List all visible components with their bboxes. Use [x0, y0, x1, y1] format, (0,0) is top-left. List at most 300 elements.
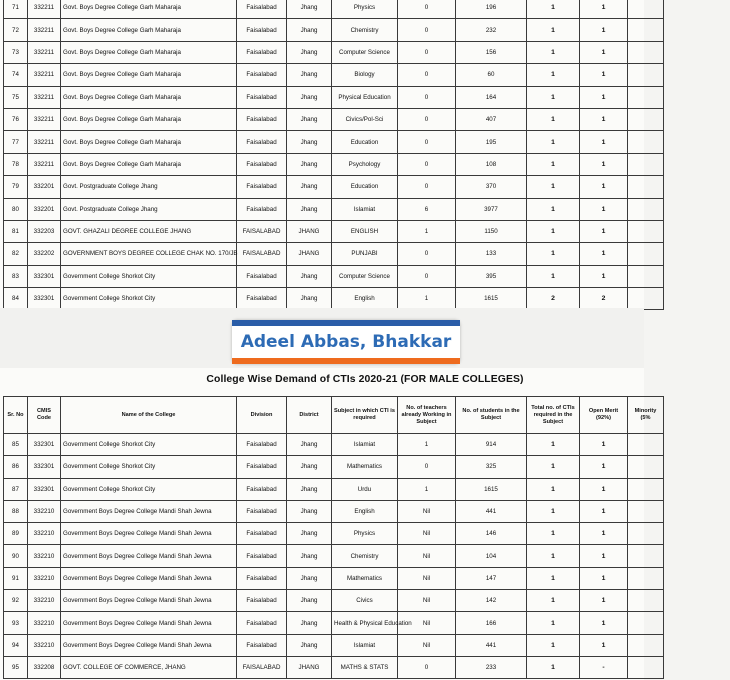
cell-open-merit: 1 — [580, 86, 628, 108]
cell-college-name: Govt. Boys Degree College Garh Maharaja — [61, 131, 237, 153]
cell-open-merit: 1 — [580, 64, 628, 86]
cell-college-name: Govt. Boys Degree College Garh Maharaja — [61, 64, 237, 86]
cell-district: Jhang — [287, 478, 332, 500]
cell-students: 441 — [456, 634, 527, 656]
cell-open-merit: 1 — [580, 108, 628, 130]
cell-minority — [628, 478, 664, 500]
cell-college-name: Government Boys Degree College Mandi Shah Jewna — [61, 523, 237, 545]
cell-students: 914 — [456, 434, 527, 456]
cell-district: Jhang — [287, 612, 332, 634]
cell-minority — [628, 176, 664, 198]
cell-subject: Computer Science — [332, 41, 398, 63]
cell-minority — [628, 612, 664, 634]
header-college-name: Name of the College — [61, 397, 237, 434]
banner-text: Adeel Abbas, Bhakkar — [240, 332, 452, 352]
document-page-top — [0, 0, 644, 308]
table-row — [4, 41, 664, 63]
cell-cmis-code: 332203 — [28, 220, 61, 242]
table-row — [4, 545, 664, 567]
cell-college-name: Govt. Boys Degree College Garh Maharaja — [61, 108, 237, 130]
cell-subject: Mathematics — [332, 567, 398, 589]
cell-subject: Physical Education — [332, 86, 398, 108]
table-row — [4, 500, 664, 522]
cell-college-name: Govt. Boys Degree College Garh Maharaja — [61, 19, 237, 41]
cell-students: 407 — [456, 108, 527, 130]
cell-subject: MATHS & STATS — [332, 656, 398, 678]
cell-district: JHANG — [287, 243, 332, 265]
cell-students: 166 — [456, 612, 527, 634]
cell-teachers: 0 — [398, 64, 456, 86]
cell-subject: Physics — [332, 0, 398, 19]
cell-sr: 74 — [4, 64, 28, 86]
cell-students: 232 — [456, 19, 527, 41]
cell-open-merit: 1 — [580, 612, 628, 634]
cell-sr: 84 — [4, 288, 28, 310]
cell-subject: Psychology — [332, 153, 398, 175]
cell-sr: 80 — [4, 198, 28, 220]
cell-division: FAISALABAD — [237, 656, 287, 678]
cell-students: 3977 — [456, 198, 527, 220]
cell-open-merit: 1 — [580, 176, 628, 198]
cell-cmis-code: 332210 — [28, 545, 61, 567]
cell-sr: 90 — [4, 545, 28, 567]
cell-total-ctis: 1 — [527, 19, 580, 41]
header-open-merit: Open Merit (92%) — [580, 397, 628, 434]
header-cmis-code: CMIS Code — [28, 397, 61, 434]
cell-sr: 89 — [4, 523, 28, 545]
cell-college-name: Govt. Boys Degree College Garh Maharaja — [61, 41, 237, 63]
cell-open-merit: 1 — [580, 434, 628, 456]
cell-teachers: Nil — [398, 612, 456, 634]
cell-subject: Islamiat — [332, 634, 398, 656]
cell-college-name: Govt. Boys Degree College Garh Maharaja — [61, 86, 237, 108]
cell-teachers: 6 — [398, 198, 456, 220]
cell-students: 325 — [456, 456, 527, 478]
cell-division: Faisalabad — [237, 456, 287, 478]
cell-total-ctis: 1 — [527, 131, 580, 153]
cell-students: 233 — [456, 656, 527, 678]
cell-minority — [628, 0, 664, 19]
table-row — [4, 567, 664, 589]
cell-division: Faisalabad — [237, 0, 287, 19]
cell-teachers: 1 — [398, 220, 456, 242]
cell-minority — [628, 634, 664, 656]
cell-students: 370 — [456, 176, 527, 198]
cell-open-merit: 1 — [580, 0, 628, 19]
cell-minority — [628, 456, 664, 478]
cell-minority — [628, 131, 664, 153]
cell-cmis-code: 332211 — [28, 64, 61, 86]
table-row — [4, 656, 664, 678]
cell-total-ctis: 1 — [527, 656, 580, 678]
cell-sr: 92 — [4, 590, 28, 612]
cell-teachers: 1 — [398, 478, 456, 500]
cell-open-merit: 1 — [580, 131, 628, 153]
cell-cmis-code: 332301 — [28, 288, 61, 310]
cell-sr: 78 — [4, 153, 28, 175]
cell-college-name: Government Boys Degree College Mandi Shah Jewna — [61, 612, 237, 634]
cell-open-merit: 1 — [580, 523, 628, 545]
cell-subject: PUNJABI — [332, 243, 398, 265]
cell-open-merit: 1 — [580, 590, 628, 612]
cell-open-merit: 1 — [580, 500, 628, 522]
cell-total-ctis: 1 — [527, 198, 580, 220]
cell-teachers: Nil — [398, 634, 456, 656]
document-page-bottom — [0, 368, 657, 680]
cell-sr: 83 — [4, 265, 28, 287]
cell-college-name: Government Boys Degree College Mandi Shah Jewna — [61, 567, 237, 589]
cell-cmis-code: 332211 — [28, 41, 61, 63]
cell-teachers: Nil — [398, 500, 456, 522]
cell-district: JHANG — [287, 220, 332, 242]
cell-open-merit: 1 — [580, 634, 628, 656]
cell-open-merit: 1 — [580, 19, 628, 41]
cell-students: 146 — [456, 523, 527, 545]
cell-sr: 81 — [4, 220, 28, 242]
cell-total-ctis: 1 — [527, 176, 580, 198]
cell-sr: 94 — [4, 634, 28, 656]
table-row — [4, 478, 664, 500]
cell-division: Faisalabad — [237, 434, 287, 456]
cell-sr: 77 — [4, 131, 28, 153]
cell-district: Jhang — [287, 590, 332, 612]
cell-subject: Chemistry — [332, 545, 398, 567]
header-students: No. of students in the Subject — [456, 397, 527, 434]
cell-district: Jhang — [287, 434, 332, 456]
header-minority: Minority (5% — [628, 397, 664, 434]
cell-minority — [628, 567, 664, 589]
cell-sr: 91 — [4, 567, 28, 589]
table-row — [4, 265, 664, 287]
cell-division: Faisalabad — [237, 41, 287, 63]
cell-teachers: 1 — [398, 288, 456, 310]
cell-cmis-code: 332211 — [28, 153, 61, 175]
cell-college-name: Govt. Postgraduate College Jhang — [61, 176, 237, 198]
cell-teachers: 0 — [398, 41, 456, 63]
cell-district: Jhang — [287, 500, 332, 522]
cell-minority — [628, 500, 664, 522]
cell-students: 1150 — [456, 220, 527, 242]
cell-total-ctis: 1 — [527, 0, 580, 19]
cell-subject: Health & Physical Education — [332, 612, 398, 634]
cell-college-name: Government Boys Degree College Mandi Shah Jewna — [61, 545, 237, 567]
cell-minority — [628, 243, 664, 265]
cell-teachers: Nil — [398, 523, 456, 545]
cell-division: Faisalabad — [237, 19, 287, 41]
demand-table-top — [3, 0, 664, 310]
cell-total-ctis: 1 — [527, 265, 580, 287]
cell-district: Jhang — [287, 545, 332, 567]
cell-cmis-code: 332211 — [28, 19, 61, 41]
cell-students: 147 — [456, 567, 527, 589]
table-row — [4, 86, 664, 108]
cell-division: FAISALABAD — [237, 220, 287, 242]
demand-table-bottom — [3, 396, 664, 679]
cell-students: 1615 — [456, 288, 527, 310]
cell-teachers: 0 — [398, 456, 456, 478]
cell-open-merit: 1 — [580, 265, 628, 287]
cell-total-ctis: 2 — [527, 288, 580, 310]
cell-division: Faisalabad — [237, 86, 287, 108]
cell-cmis-code: 332208 — [28, 656, 61, 678]
cell-subject: Islamiat — [332, 198, 398, 220]
cell-teachers: 0 — [398, 86, 456, 108]
cell-division: Faisalabad — [237, 523, 287, 545]
table-row — [4, 108, 664, 130]
cell-minority — [628, 545, 664, 567]
cell-teachers: 0 — [398, 0, 456, 19]
cell-cmis-code: 332301 — [28, 434, 61, 456]
table-row — [4, 523, 664, 545]
banner-bottom-stripe — [232, 358, 460, 364]
cell-cmis-code: 332210 — [28, 500, 61, 522]
cell-total-ctis: 1 — [527, 434, 580, 456]
cell-subject: Islamiat — [332, 434, 398, 456]
header-district: District — [287, 397, 332, 434]
table-row — [4, 153, 664, 175]
cell-students: 108 — [456, 153, 527, 175]
cell-minority — [628, 265, 664, 287]
cell-minority — [628, 86, 664, 108]
cell-district: Jhang — [287, 131, 332, 153]
cell-subject: Physics — [332, 523, 398, 545]
cell-division: FAISALABAD — [237, 243, 287, 265]
cell-sr: 73 — [4, 41, 28, 63]
cell-cmis-code: 332201 — [28, 198, 61, 220]
cell-cmis-code: 332210 — [28, 567, 61, 589]
cell-district: Jhang — [287, 19, 332, 41]
document-title: College Wise Demand of CTIs 2020-21 (FOR MALE COLLEGES) — [206, 374, 524, 385]
cell-cmis-code: 332210 — [28, 523, 61, 545]
cell-open-merit: 1 — [580, 567, 628, 589]
table-row — [4, 288, 664, 310]
cell-subject: ENGLISH — [332, 220, 398, 242]
cell-division: Faisalabad — [237, 590, 287, 612]
cell-subject: Civics/Pol-Sci — [332, 108, 398, 130]
cell-district: Jhang — [287, 0, 332, 19]
cell-college-name: Government Boys Degree College Mandi Shah Jewna — [61, 634, 237, 656]
header-sr: Sr. No — [4, 397, 28, 434]
header-subject: Subject in which CTI is required — [332, 397, 398, 434]
cell-total-ctis: 1 — [527, 41, 580, 63]
cell-students: 196 — [456, 0, 527, 19]
table-row — [4, 176, 664, 198]
cell-sr: 76 — [4, 108, 28, 130]
cell-subject: Civics — [332, 590, 398, 612]
cell-minority — [628, 523, 664, 545]
cell-subject: Education — [332, 131, 398, 153]
cell-total-ctis: 1 — [527, 64, 580, 86]
cell-subject: Urdu — [332, 478, 398, 500]
table-row — [4, 434, 664, 456]
cell-minority — [628, 288, 664, 310]
cell-division: Faisalabad — [237, 265, 287, 287]
cell-minority — [628, 434, 664, 456]
cell-total-ctis: 1 — [527, 456, 580, 478]
cell-cmis-code: 332211 — [28, 108, 61, 130]
table-row — [4, 0, 664, 19]
cell-total-ctis: 1 — [527, 500, 580, 522]
cell-cmis-code: 332301 — [28, 456, 61, 478]
cell-division: Faisalabad — [237, 545, 287, 567]
table-row — [4, 612, 664, 634]
cell-district: Jhang — [287, 153, 332, 175]
cell-college-name: Govt. Postgraduate College Jhang — [61, 198, 237, 220]
cell-open-merit: 1 — [580, 243, 628, 265]
cell-minority — [628, 153, 664, 175]
cell-subject: Mathematics — [332, 456, 398, 478]
cell-subject: Computer Science — [332, 265, 398, 287]
cell-total-ctis: 1 — [527, 523, 580, 545]
cell-teachers: 0 — [398, 176, 456, 198]
cell-district: Jhang — [287, 198, 332, 220]
cell-college-name: Government College Shorkot City — [61, 456, 237, 478]
banner-top-stripe — [232, 320, 460, 326]
cell-division: Faisalabad — [237, 108, 287, 130]
header-teachers: No. of teachers already Working in Subject — [398, 397, 456, 434]
table-row — [4, 634, 664, 656]
cell-sr: 86 — [4, 456, 28, 478]
cell-total-ctis: 1 — [527, 153, 580, 175]
cell-subject: Chemistry — [332, 19, 398, 41]
cell-teachers: 0 — [398, 153, 456, 175]
cell-open-merit: 1 — [580, 153, 628, 175]
cell-minority — [628, 41, 664, 63]
cell-cmis-code: 332210 — [28, 612, 61, 634]
cell-cmis-code: 332210 — [28, 590, 61, 612]
cell-minority — [628, 220, 664, 242]
cell-total-ctis: 1 — [527, 220, 580, 242]
cell-minority — [628, 590, 664, 612]
cell-college-name: GOVT. GHAZALI DEGREE COLLEGE JHANG — [61, 220, 237, 242]
cell-college-name: Government College Shorkot City — [61, 288, 237, 310]
cell-students: 142 — [456, 590, 527, 612]
table-row — [4, 220, 664, 242]
cell-district: Jhang — [287, 176, 332, 198]
table-row — [4, 456, 664, 478]
cell-students: 395 — [456, 265, 527, 287]
cell-teachers: 0 — [398, 108, 456, 130]
table-header-row — [4, 397, 664, 434]
cell-minority — [628, 19, 664, 41]
cell-open-merit: 1 — [580, 545, 628, 567]
cell-sr: 88 — [4, 500, 28, 522]
cell-students: 156 — [456, 41, 527, 63]
cell-district: Jhang — [287, 41, 332, 63]
cell-students: 1615 — [456, 478, 527, 500]
cell-division: Faisalabad — [237, 131, 287, 153]
cell-teachers: Nil — [398, 545, 456, 567]
cell-open-merit: 1 — [580, 220, 628, 242]
cell-total-ctis: 1 — [527, 590, 580, 612]
cell-district: Jhang — [287, 634, 332, 656]
cell-students: 441 — [456, 500, 527, 522]
cell-cmis-code: 332301 — [28, 478, 61, 500]
watermark-banner — [232, 320, 460, 364]
cell-sr: 93 — [4, 612, 28, 634]
cell-sr: 79 — [4, 176, 28, 198]
cell-district: Jhang — [287, 86, 332, 108]
cell-college-name: Govt. Boys Degree College Garh Maharaja — [61, 0, 237, 19]
cell-district: Jhang — [287, 288, 332, 310]
cell-cmis-code: 332211 — [28, 86, 61, 108]
cell-division: Faisalabad — [237, 567, 287, 589]
cell-teachers: 0 — [398, 19, 456, 41]
cell-cmis-code: 332211 — [28, 0, 61, 19]
cell-district: Jhang — [287, 567, 332, 589]
table-row — [4, 64, 664, 86]
cell-cmis-code: 332210 — [28, 634, 61, 656]
cell-cmis-code: 332201 — [28, 176, 61, 198]
cell-college-name: Government College Shorkot City — [61, 434, 237, 456]
cell-open-merit: - — [580, 656, 628, 678]
cell-sr: 72 — [4, 19, 28, 41]
cell-minority — [628, 198, 664, 220]
cell-teachers: Nil — [398, 590, 456, 612]
cell-minority — [628, 108, 664, 130]
cell-college-name: Government Boys Degree College Mandi Shah Jewna — [61, 500, 237, 522]
cell-division: Faisalabad — [237, 288, 287, 310]
cell-students: 195 — [456, 131, 527, 153]
cell-subject: Education — [332, 176, 398, 198]
cell-college-name: Govt. Boys Degree College Garh Maharaja — [61, 153, 237, 175]
cell-subject: Biology — [332, 64, 398, 86]
cell-district: Jhang — [287, 108, 332, 130]
cell-sr: 75 — [4, 86, 28, 108]
header-division: Division — [237, 397, 287, 434]
cell-district: Jhang — [287, 265, 332, 287]
table-row — [4, 19, 664, 41]
cell-cmis-code: 332202 — [28, 243, 61, 265]
cell-division: Faisalabad — [237, 153, 287, 175]
cell-students: 104 — [456, 545, 527, 567]
cell-sr: 85 — [4, 434, 28, 456]
cell-teachers: 0 — [398, 243, 456, 265]
cell-total-ctis: 1 — [527, 243, 580, 265]
header-total-ctis: Total no. of CTIs required in the Subject — [527, 397, 580, 434]
cell-college-name: Government Boys Degree College Mandi Shah Jewna — [61, 590, 237, 612]
cell-division: Faisalabad — [237, 176, 287, 198]
cell-division: Faisalabad — [237, 478, 287, 500]
table-row — [4, 590, 664, 612]
cell-cmis-code: 332211 — [28, 131, 61, 153]
cell-total-ctis: 1 — [527, 86, 580, 108]
cell-division: Faisalabad — [237, 612, 287, 634]
table-row — [4, 198, 664, 220]
cell-teachers: 0 — [398, 656, 456, 678]
cell-division: Faisalabad — [237, 634, 287, 656]
cell-teachers: 0 — [398, 265, 456, 287]
cell-students: 164 — [456, 86, 527, 108]
cell-open-merit: 1 — [580, 478, 628, 500]
cell-minority — [628, 656, 664, 678]
cell-college-name: GOVERNMENT BOYS DEGREE COLLEGE CHAK NO. 170/JB — [61, 243, 237, 265]
cell-teachers: Nil — [398, 567, 456, 589]
cell-total-ctis: 1 — [527, 567, 580, 589]
cell-minority — [628, 64, 664, 86]
cell-students: 133 — [456, 243, 527, 265]
cell-subject: English — [332, 288, 398, 310]
cell-open-merit: 1 — [580, 198, 628, 220]
table-row — [4, 243, 664, 265]
cell-division: Faisalabad — [237, 500, 287, 522]
cell-college-name: Government College Shorkot City — [61, 265, 237, 287]
cell-total-ctis: 1 — [527, 478, 580, 500]
cell-subject: English — [332, 500, 398, 522]
cell-district: JHANG — [287, 656, 332, 678]
cell-total-ctis: 1 — [527, 612, 580, 634]
cell-sr: 82 — [4, 243, 28, 265]
